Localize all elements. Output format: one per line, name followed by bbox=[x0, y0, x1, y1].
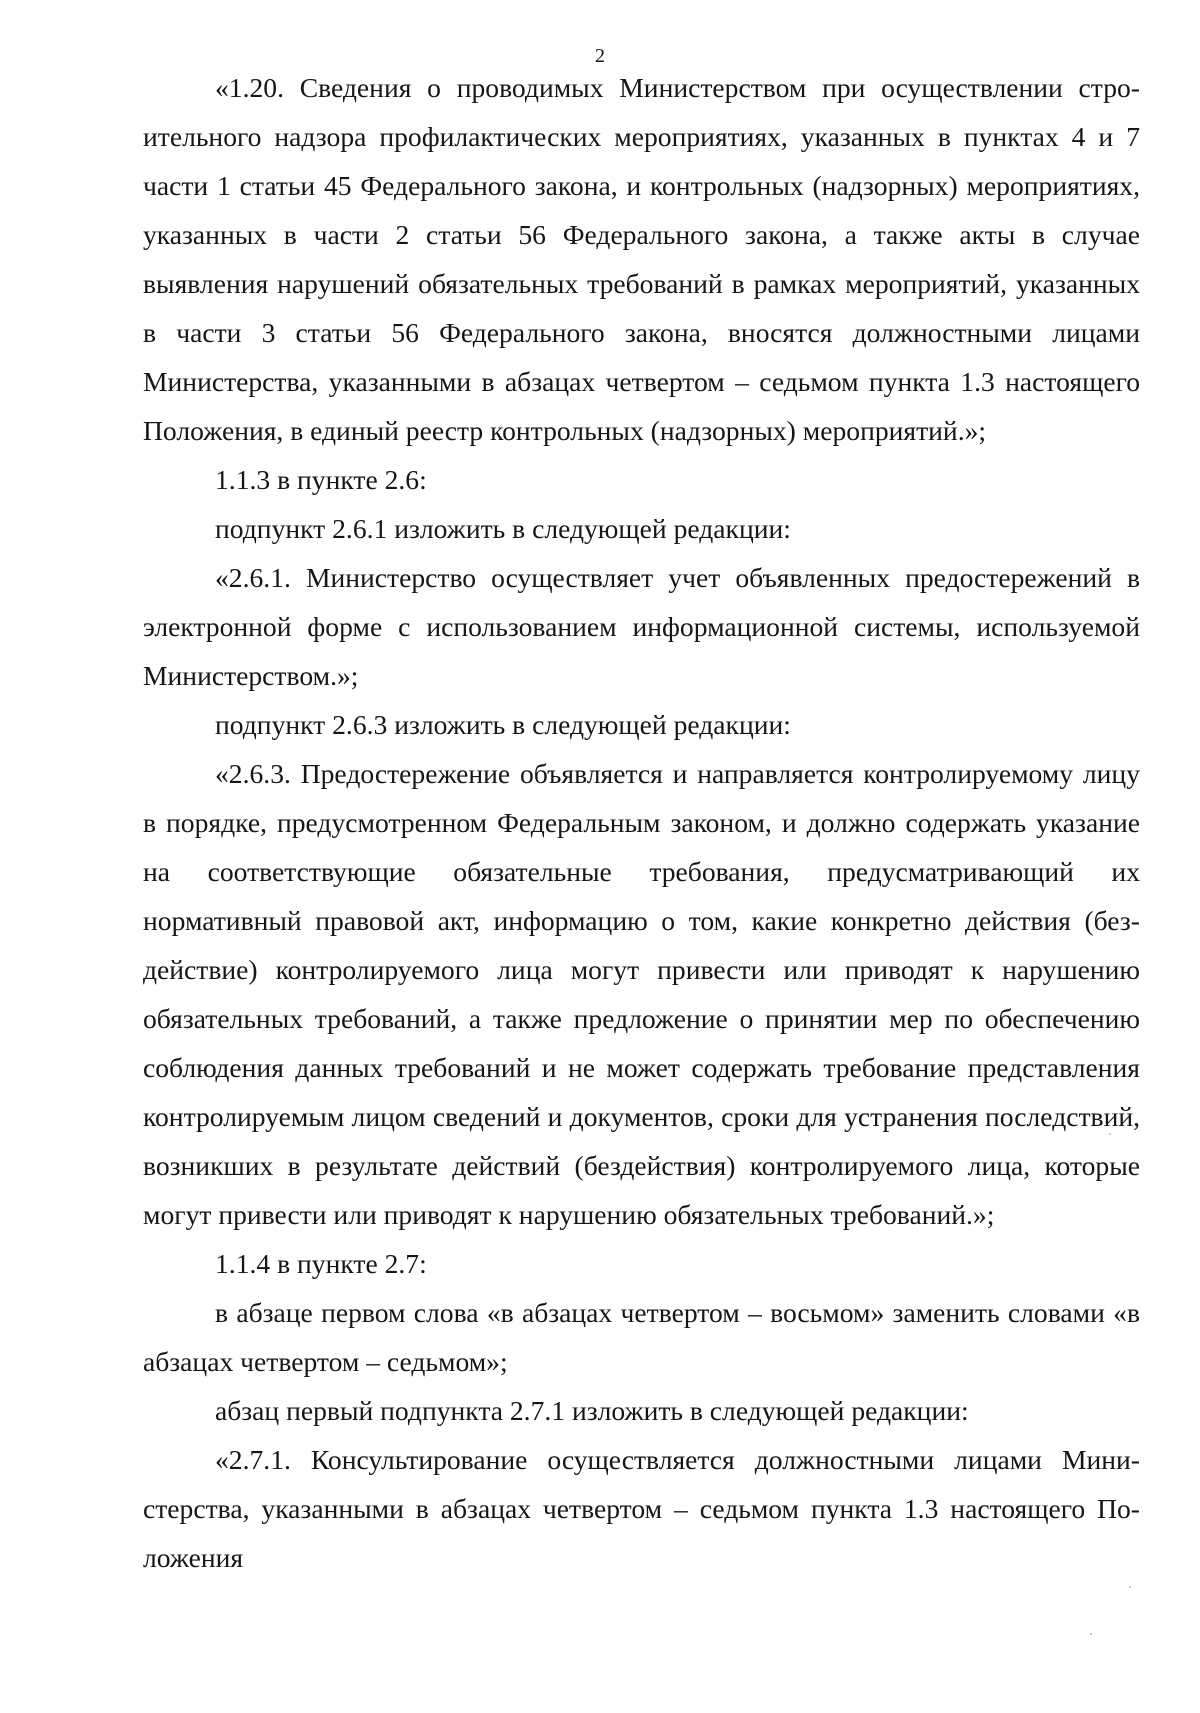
paragraph-2-7-1: «2.7.1. Консультирование осуществляется должностными лицами Министерства, указанными в абзацах четвертом – седьмом пункта 1.3 настоящего Положения bbox=[143, 1444, 1140, 1573]
paragraph-1-1-3: 1.1.3 в пункте 2.6: bbox=[215, 464, 427, 495]
paragraph-2-6-3: «2.6.3. Предостережение объявляется и направляется контролируемому лицу в порядке, предусмотренном Федеральным законом, и должно содержать указание на соответствующие обязательные требования, предусматривающий их нормативный правовой акт, информацию о том, какие конкретно действия (бездействие) контролируемого лица могут привести или приводят к нарушению обязательных требований, а также предложение о принятии мер по обеспечению соблюдения данных требований и не может содержать требование представления контролируемым лицом сведений и документов, сроки для устранения последствий, возникших в результате действий (бездействия) контролируемого лица, которые могут привести или приводят к нарушению обязательных требований.»; bbox=[143, 758, 1140, 1230]
paragraph-subitem-2-6-1-intro: подпункт 2.6.1 изложить в следующей редакции: bbox=[215, 513, 791, 544]
paragraph-subitem-2-6-3-intro: подпункт 2.6.3 изложить в следующей редакции: bbox=[215, 709, 791, 740]
paragraph-abzac-replacement: в абзаце первом слова «в абзацах четвертом – восьмом» заменить словами «в абзацах четвертом – седьмом»; bbox=[143, 1297, 1140, 1377]
scan-speck bbox=[1109, 1133, 1111, 1135]
scan-speck bbox=[1129, 1586, 1131, 1588]
paragraph-1-20: «1.20. Сведения о проводимых Министерством при осуществлении строительного надзора профилактических мероприятиях, указанных в пунктах 4 и 7 части 1 статьи 45 Федерального закона, и контрольных (надзорных) мероприятиях, указанных в части 2 статьи 56 Федерального закона, а также акты в случае выявления нарушений обязательных требований в рамках мероприятий, указанных в части 3 статьи 56 Федерального закона, вносятся должностными лицами Министерства, указанными в абзацах четвертом – седьмом пункта 1.3 настоящего Положения, в единый реестр контрольных (надзорных) мероприятий.»; bbox=[143, 72, 1140, 446]
document-body bbox=[143, 63, 1140, 1582]
scan-speck bbox=[1090, 1633, 1092, 1635]
page-number: 2 bbox=[595, 45, 605, 67]
paragraph-2-6-1: «2.6.1. Министерство осуществляет учет объявленных предостережений в электронной форме с использованием информационной системы, используемой Министерством.»; bbox=[143, 562, 1140, 691]
paragraph-subitem-2-7-1-intro: абзац первый подпункта 2.7.1 изложить в следующей редакции: bbox=[215, 1395, 969, 1426]
paragraph-1-1-4: 1.1.4 в пункте 2.7: bbox=[215, 1248, 427, 1279]
